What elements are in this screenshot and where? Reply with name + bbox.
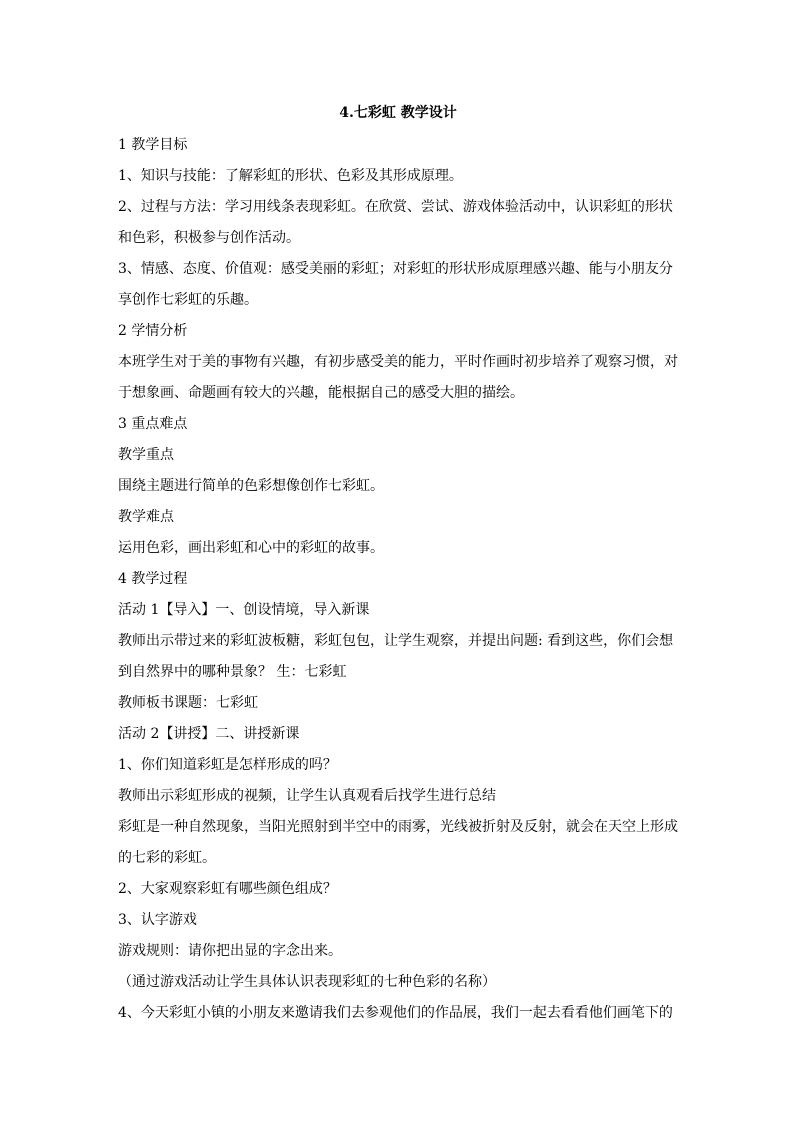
paragraph: 和色彩，积极参与创作活动。 [118, 230, 300, 246]
document-body [118, 130, 678, 1029]
paragraph: 教师板书课题：七彩虹 [118, 695, 258, 711]
section-heading: 4 教学过程 [118, 571, 188, 587]
paragraph: 游戏规则：请你把出显的字念出来。 [118, 943, 342, 959]
document-title: 4.七彩虹 教学设计 [339, 105, 457, 121]
paragraph: 1、知识与技能：了解彩虹的形状、色彩及其形成原理。 [118, 168, 463, 184]
section-heading: 2 学情分析 [118, 323, 188, 339]
section-heading: 3 重点难点 [118, 416, 188, 432]
document-page [118, 100, 678, 1029]
paragraph: 的七彩的彩虹。 [118, 850, 216, 866]
paragraph: 2、大家观察彩虹有哪些颜色组成？ [118, 881, 337, 897]
subheading: 教学难点 [118, 509, 174, 525]
paragraph: 彩虹是一种自然现象，当阳光照射到半空中的雨雾，光线被折射及反射，就会在天空上形成 [118, 819, 678, 835]
paragraph: 1、你们知道彩虹是怎样形成的吗？ [118, 757, 337, 773]
paragraph: 3、情感、态度、价值观：感受美丽的彩虹；对彩虹的形状形成原理感兴趣、能与小朋友分 [118, 261, 673, 277]
paragraph: 运用色彩，画出彩虹和心中的彩虹的故事。 [118, 540, 384, 556]
paragraph: 3、认字游戏 [118, 912, 197, 928]
subheading: 教学重点 [118, 447, 174, 463]
paragraph: 1 教学目标 [118, 137, 188, 153]
paragraph: 享创作七彩虹的乐趣。 [118, 292, 258, 308]
paragraph: 于想象画、命题画有较大的兴趣，能根据自己的感受大胆的描绘。 [118, 385, 524, 401]
paragraph: 本班学生对于美的事物有兴趣，有初步感受美的能力，平时作画时初步培养了观察习惯，对 [118, 354, 678, 370]
paragraph: 围绕主题进行简单的色彩想像创作七彩虹。 [118, 478, 384, 494]
paragraph: （通过游戏活动让学生具体认识表现彩虹的七种色彩的名称） [118, 974, 496, 990]
activity-heading: 活动 2【讲授】二、讲授新课 [118, 726, 300, 742]
paragraph: 教师出示彩虹形成的视频，让学生认真观看后找学生进行总结 [118, 788, 496, 804]
paragraph: 教师出示带过来的彩虹波板糖，彩虹包包，让学生观察，并提出问题: 看到这些，你们会想 [118, 633, 674, 649]
paragraph: 2、过程与方法：学习用线条表现彩虹。在欣赏、尝试、游戏体验活动中，认识彩虹的形状 [118, 199, 673, 215]
paragraph: 到自然界中的哪种景象？ 生：七彩虹 [118, 664, 347, 680]
activity-heading: 活动 1【导入】一、创设情境，导入新课 [118, 602, 370, 618]
paragraph: 4、今天彩虹小镇的小朋友来邀请我们去参观他们的作品展，我们一起去看看他们画笔下的 [118, 1005, 673, 1021]
